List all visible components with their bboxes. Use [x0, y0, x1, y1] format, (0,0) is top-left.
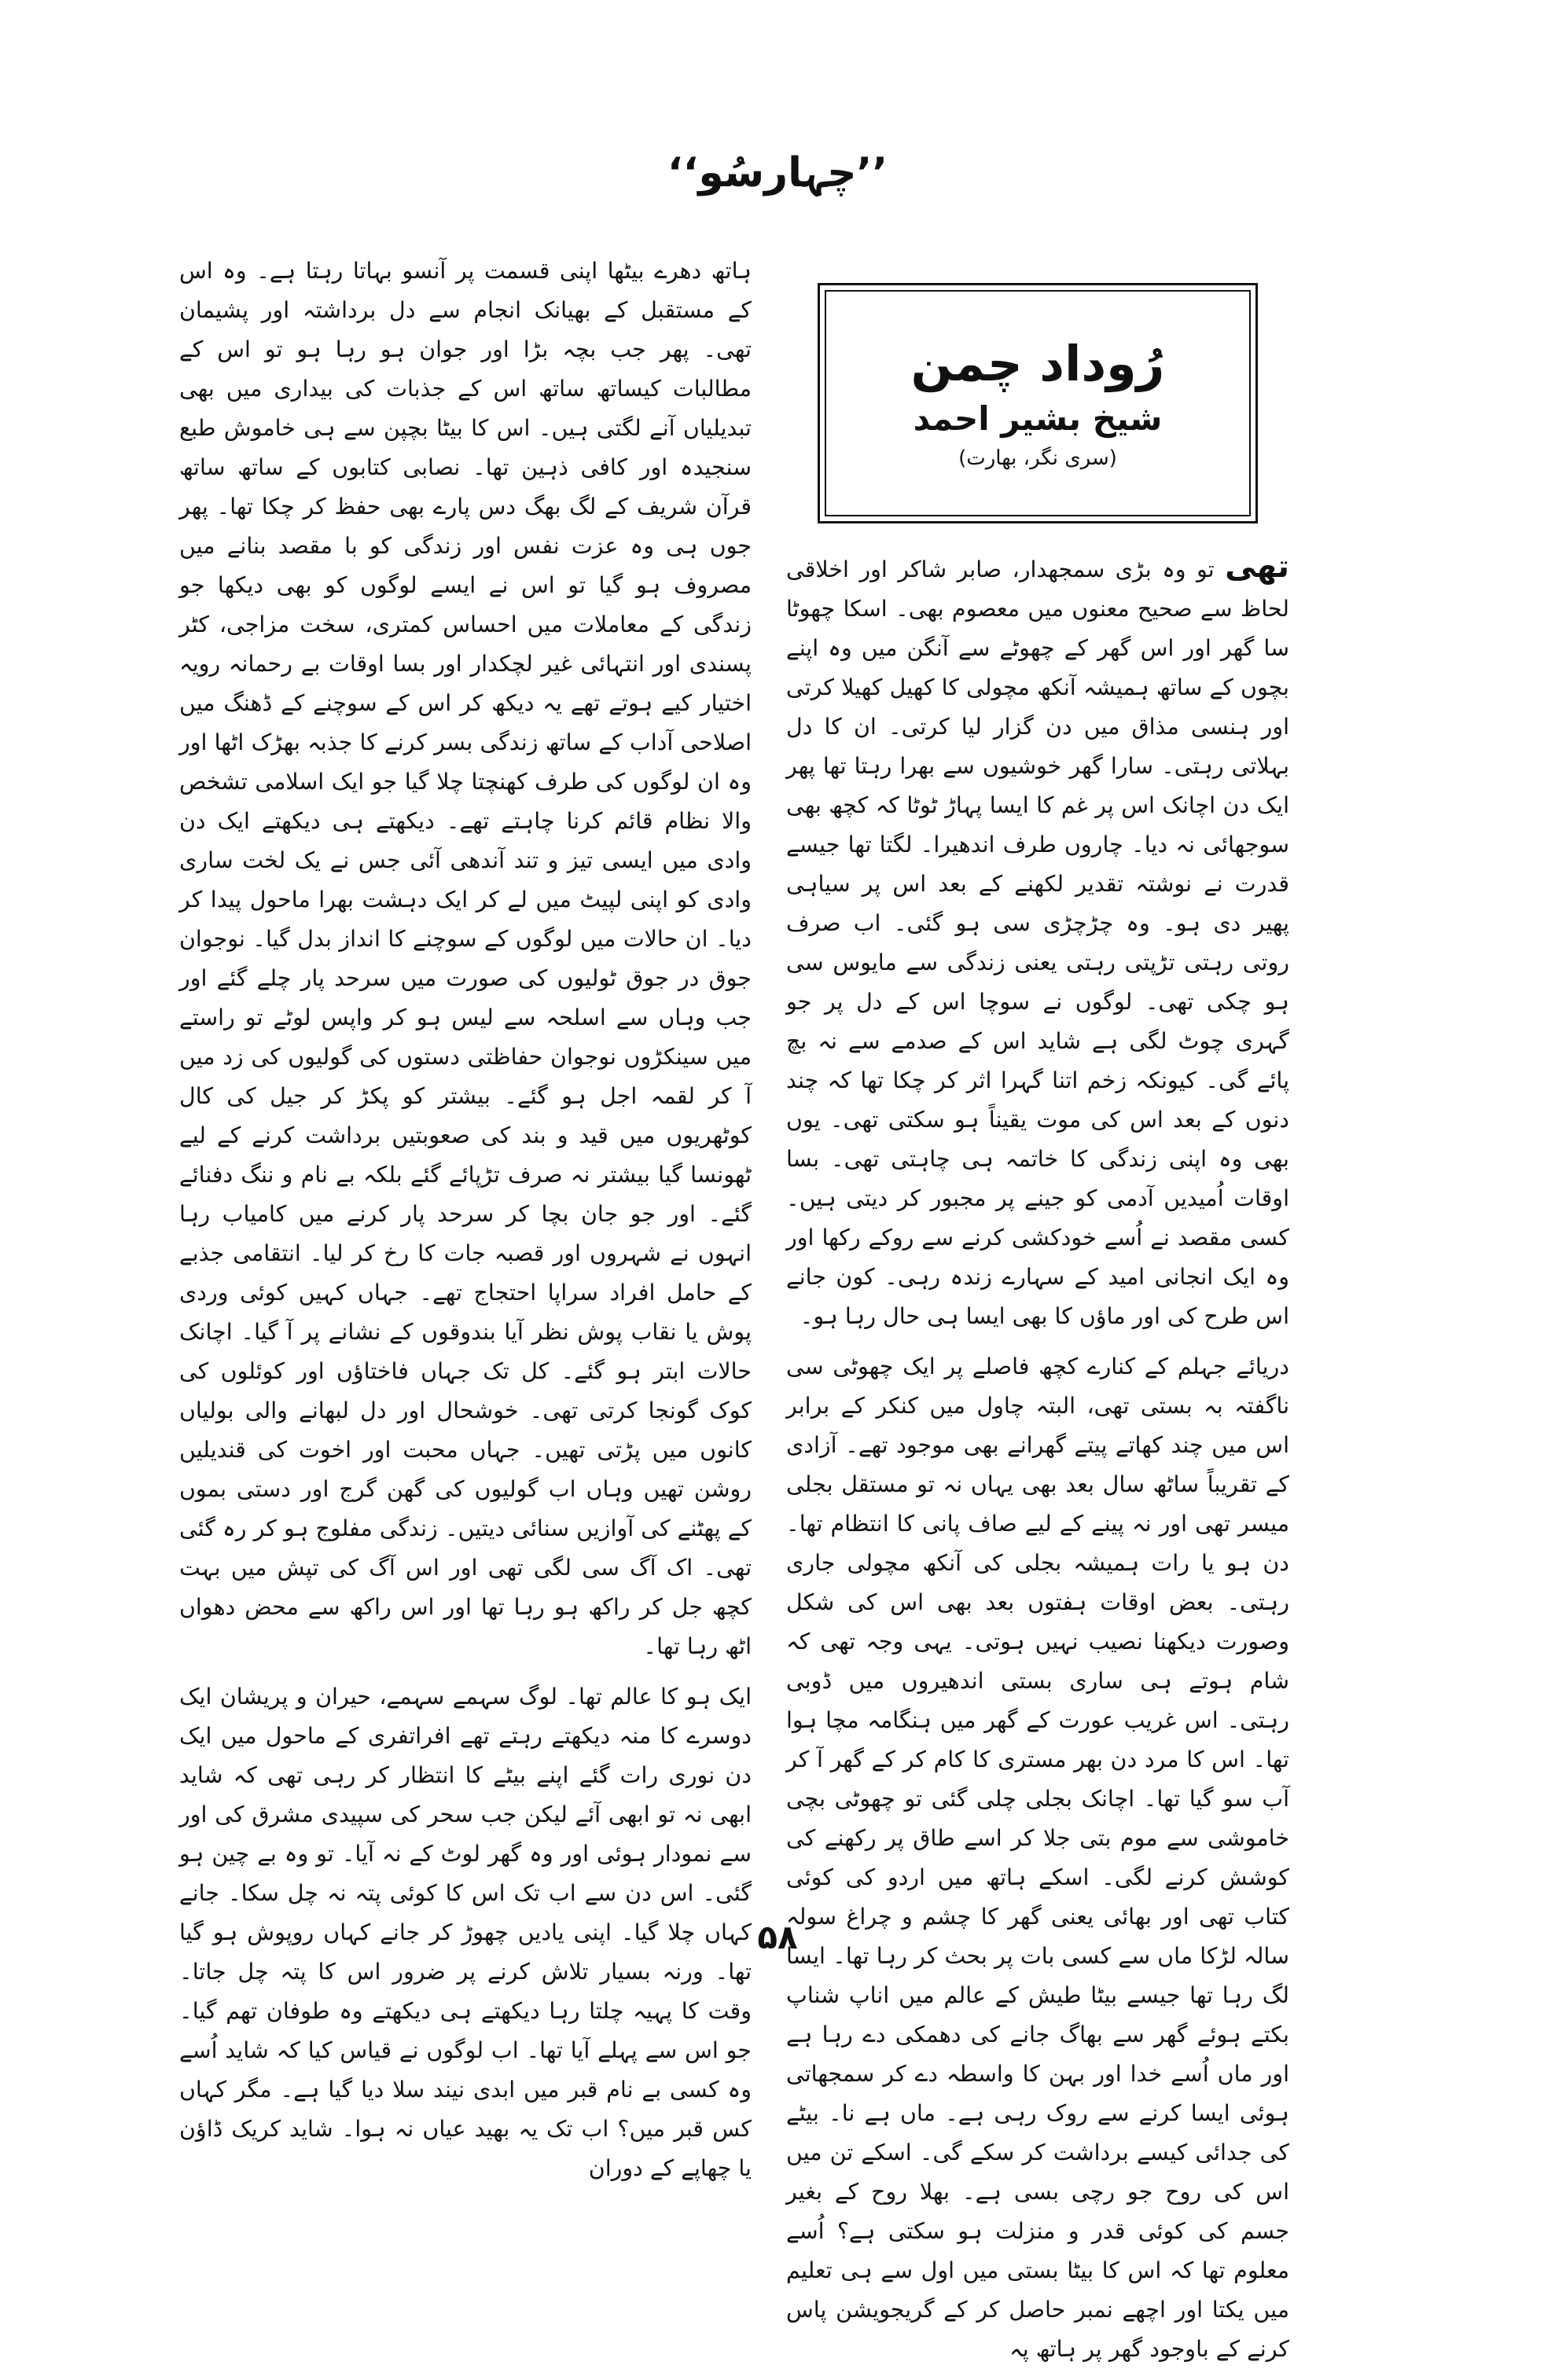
left-column: [179, 252, 752, 2199]
paragraph: دریائے جہلم کے کنارے کچھ فاصلے پر ایک چھوٹی سی ناگفتہ بہ بستی تھی، البتہ چاول میں کنکر کے برابر اس میں چند کھاتے پیتے گھرانے بھی موجود تھے۔ آزادی کے تقریباً ساٹھ سال بعد بھی یہاں نہ تو مستقل بجلی میسر تھی اور نہ پینے کے لیے صاف پانی کا انتظام تھا۔ دن ہو یا رات ہمیشہ بجلی کی آنکھ مچولی جاری رہتی۔ بعض اوقات ہفتوں بعد بھی اس کی شکل وصورت دیکھنا نصیب نہیں ہوتی۔ یہی وجہ تھی کہ شام ہوتے ہی ساری بستی اندھیروں میں ڈوبی رہتی۔ اس غریب عورت کے گھر میں ہنگامہ مچا ہوا تھا۔ اس کا مرد دن بھر مستری کا کام کر کے گھر آ کر آب سو گیا تھا۔ اچانک بجلی چلی گئی تو چھوٹی بچی خاموشی سے موم بتی جلا کر اسے طاق پر رکھنے کی کوشش کرنے لگی۔ اسکے ہاتھ میں اردو کی کوئی کتاب تھی اور بھائی یعنی گھر کا چشم و چراغ سولہ سالہ لڑکا ماں سے کسی بات پر بحث کر رہا تھا۔ ایسا لگ رہا تھا جیسے بیٹا طیش کے عالم میں اناپ شناپ بکتے ہوئے گھر سے بھاگ جانے کی دھمکی دے رہا ہے اور ماں اُسے خدا اور بہن کا واسطہ دے کر سمجھاتی ہوئی ایسا کرنے سے روک رہی ہے۔ ماں ہے نا۔ بیٹے کی جدائی کیسے برداشت کر سکے گی۔ اسکے تن میں اس کی روح جو رچی بسی ہے۔ بھلا روح کے بغیر جسم کی کوئی قدر و منزلت ہو سکتی ہے؟ اُسے معلوم تھا کہ اس کا بیٹا بستی میں اول سے ہی تعلیم میں یکتا اور اچھے نمبر حاصل کر کے گریجویشن پاس کرنے کے باوجود گھر پر ہاتھ پہ: [786, 1353, 1289, 2362]
paragraph: ہاتھ دھرے بیٹھا اپنی قسمت پر آنسو بہاتا رہتا ہے۔ وہ اس کے مستقبل کے بھیانک انجام سے دل برداشتہ اور پشیمان تھی۔ پھر جب بچہ بڑا اور جوان ہو رہا ہو تو اس کے مطالبات کیساتھ ساتھ اس کے جذبات کی بیداری میں بھی تبدیلیاں آنے لگتی ہیں۔ اس کا بیٹا بچپن سے ہی خاموش طبع سنجیدہ اور کافی ذہین تھا۔ نصابی کتابوں کے ساتھ ساتھ قرآن شریف کے لگ بھگ دس پارے بھی حفظ کر چکا تھا۔ پھر جوں ہی وہ عزت نفس اور زندگی کو با مقصد بنانے میں مصروف ہو گیا تو اس نے ایسے لوگوں کو بھی دیکھا جو زندگی کے معاملات میں احساس کمتری، سخت مزاجی، کٹر پسندی اور انتہائی غیر لچکدار اور بسا اوقات بے رحمانہ رویہ اختیار کیے ہوتے تھے یہ دیکھ کر اس کے سوچنے کے ڈھنگ میں اصلاحی آداب کے ساتھ زندگی بسر کرنے کا جذبہ بھڑک اٹھا اور وہ ان لوگوں کی طرف کھنچتا چلا گیا جو ایک اسلامی تشخص والا نظام قائم کرنا چاہتے تھے۔ دیکھتے ہی دیکھتے ایک دن وادی میں ایسی تیز و تند آندھی آئی جس نے یک لخت ساری وادی کو اپنی لپیٹ میں لے کر ایک دہشت بھرا ماحول پیدا کر دیا۔ ان حالات میں لوگوں کے سوچنے کا انداز بدل گیا۔ نوجوان جوق در جوق ٹولیوں کی صورت میں سرحد پار چلے گئے اور جب وہاں سے اسلحہ سے لیس ہو کر واپس لوٹے تو راستے میں سینکڑوں نوجوان حفاظتی دستوں کی گولیوں کی زد میں آ کر لقمہ اجل ہو گئے۔ بیشتر کو پکڑ کر جیل کی کال کوٹھریوں میں قید و بند کی صعوبتیں برداشت کرنے کے لیے ٹھونسا گیا بیشتر نہ صرف تڑپائے گئے بلکہ بے نام و ننگ دفنائے گئے۔ اور جو جان بچا کر سرحد پار کرنے میں کامیاب رہا انہوں نے شہروں اور قصبہ جات کا رخ کر لیا۔ انتقامی جذبے کے حامل افراد سراپا احتجاج تھے۔ جہاں کہیں کوئی وردی پوش یا نقاب پوش نظر آیا بندوقوں کے نشانے پر آ گیا۔ اچانک حالات ابتر ہو گئے۔ کل تک جہاں فاختاؤں اور کوئلوں کی کوک گونجا کرتی تھی۔ خوشحال اور دل لبھانے والی بولیاں کانوں میں پڑتی تھیں۔ جہاں محبت اور اخوت کی قندیلیں روشن تھیں وہاں اب گولیوں کی گھن گرج اور دستی بموں کے پھٹنے کی آوازیں سنائی دیتیں۔ زندگی مفلوج ہو کر رہ گئی تھی۔ اک آگ سی لگی تھی اور اس آگ کی تپش میں بہت کچھ جل کر راکھ ہو رہا تھا اور اس راکھ سے محض دھواں اٹھ رہا تھا۔: [179, 258, 752, 1659]
article-title: رُوداد چمن: [910, 335, 1165, 392]
page-number: ۵۸: [757, 1918, 798, 1956]
title-box: [818, 283, 1258, 523]
paragraph-text: تو وہ بڑی سمجھدار، صابر شاکر اور اخلاقی لحاظ سے صحیح معنوں میں معصوم بھی۔ اسکا چھوٹا سا گھر اور اس گھر کے چھوٹے سے آنگن میں وہ اپنے بچوں کے ساتھ ہمیشہ آنکھ مچولی کا کھیل کھیلا کرتی اور ہنسی مذاق میں دن گزار لیا کرتی۔ ان کا دل بہلاتی رہتی۔ سارا گھر خوشیوں سے بھرا رہتا تھا پھر ایک دن اچانک اس پر غم کا ایسا پہاڑ ٹوٹا کہ کچھ بھی سوجھائی نہ دیا۔ چاروں طرف اندھیرا۔ لگتا تھا جیسے قدرت نے نوشتہ تقدیر لکھنے کے بعد اس پر سیاہی پھیر دی ہو۔ وہ چڑچڑی سی ہو گئی۔ اب صرف روتی رہتی تڑپتی رہتی یعنی زندگی سے مایوس سی ہو چکی تھی۔ لوگوں نے سوچا اس کے دل پر جو گہری چوٹ لگی ہے شاید اس کے صدمے سے نہ بچ پائے گی۔ کیونکہ زخم اتنا گہرا اثر کر چکا تھا کہ چند دنوں کے بعد اس کی موت یقیناً ہو سکتی تھی۔ یوں بھی وہ اپنی زندگی کا خاتمہ ہی چاہتی تھی۔ بسا اوقات اُمیدیں آدمی کو جینے پر مجبور کر دیتی ہیں۔ کسی مقصد نے اُسے خودکشی کرنے سے روکے رکھا اور وہ ایک انجانی امید کے سہارے زندہ رہی۔ کون جانے اس طرح کی اور ماؤں کا بھی ایسا ہی حال رہا ہو۔: [786, 556, 1289, 1329]
author-location: (سری نگر، بھارت): [958, 446, 1117, 470]
right-column: [786, 252, 1289, 2380]
lead-word: تھی: [1225, 549, 1289, 585]
paragraph: ایک ہو کا عالم تھا۔ لوگ سہمے سہمے، حیران و پریشان ایک دوسرے کا منہ دیکھتے رہتے تھے افراتفری کے ماحول میں ایک دن نوری رات گئے اپنے بیٹے کا انتظار کر رہی تھی کہ شاید ابھی نہ تو ابھی آئے لیکن جب سحر کی سپیدی مشرق کی اور سے نمودار ہوئی اور وہ گھر لوٹ کے نہ آیا۔ تو وہ بے چین ہو گئی۔ اس دن سے اب تک اس کا کوئی پتہ نہ چل سکا۔ جانے کہاں چلا گیا۔ اپنی یادیں چھوڑ کر جانے کہاں روپوش ہو گیا تھا۔ ورنہ بسیار تلاش کرنے پر ضرور اس کا پتہ چل جاتا۔ وقت کا پہیہ چلتا رہا دیکھتے ہی دیکھتے وہ طوفان تھم گیا۔ جو اس سے پہلے آیا تھا۔ اب لوگوں نے قیاس کیا کہ شاید اُسے وہ کسی بے نام قبر میں ابدی نیند سلا دیا گیا ہے۔ مگر کہاں کس قبر میں؟ اب تک یہ بھید عیاں نہ ہوا۔ شاید کریک ڈاؤن یا چھاپے کے دوران: [179, 1684, 752, 2181]
author-name: شیخ بشیر احمد: [913, 399, 1163, 438]
running-header: ’’چہارسُو‘‘: [667, 149, 888, 196]
paragraph: [786, 547, 1289, 1336]
